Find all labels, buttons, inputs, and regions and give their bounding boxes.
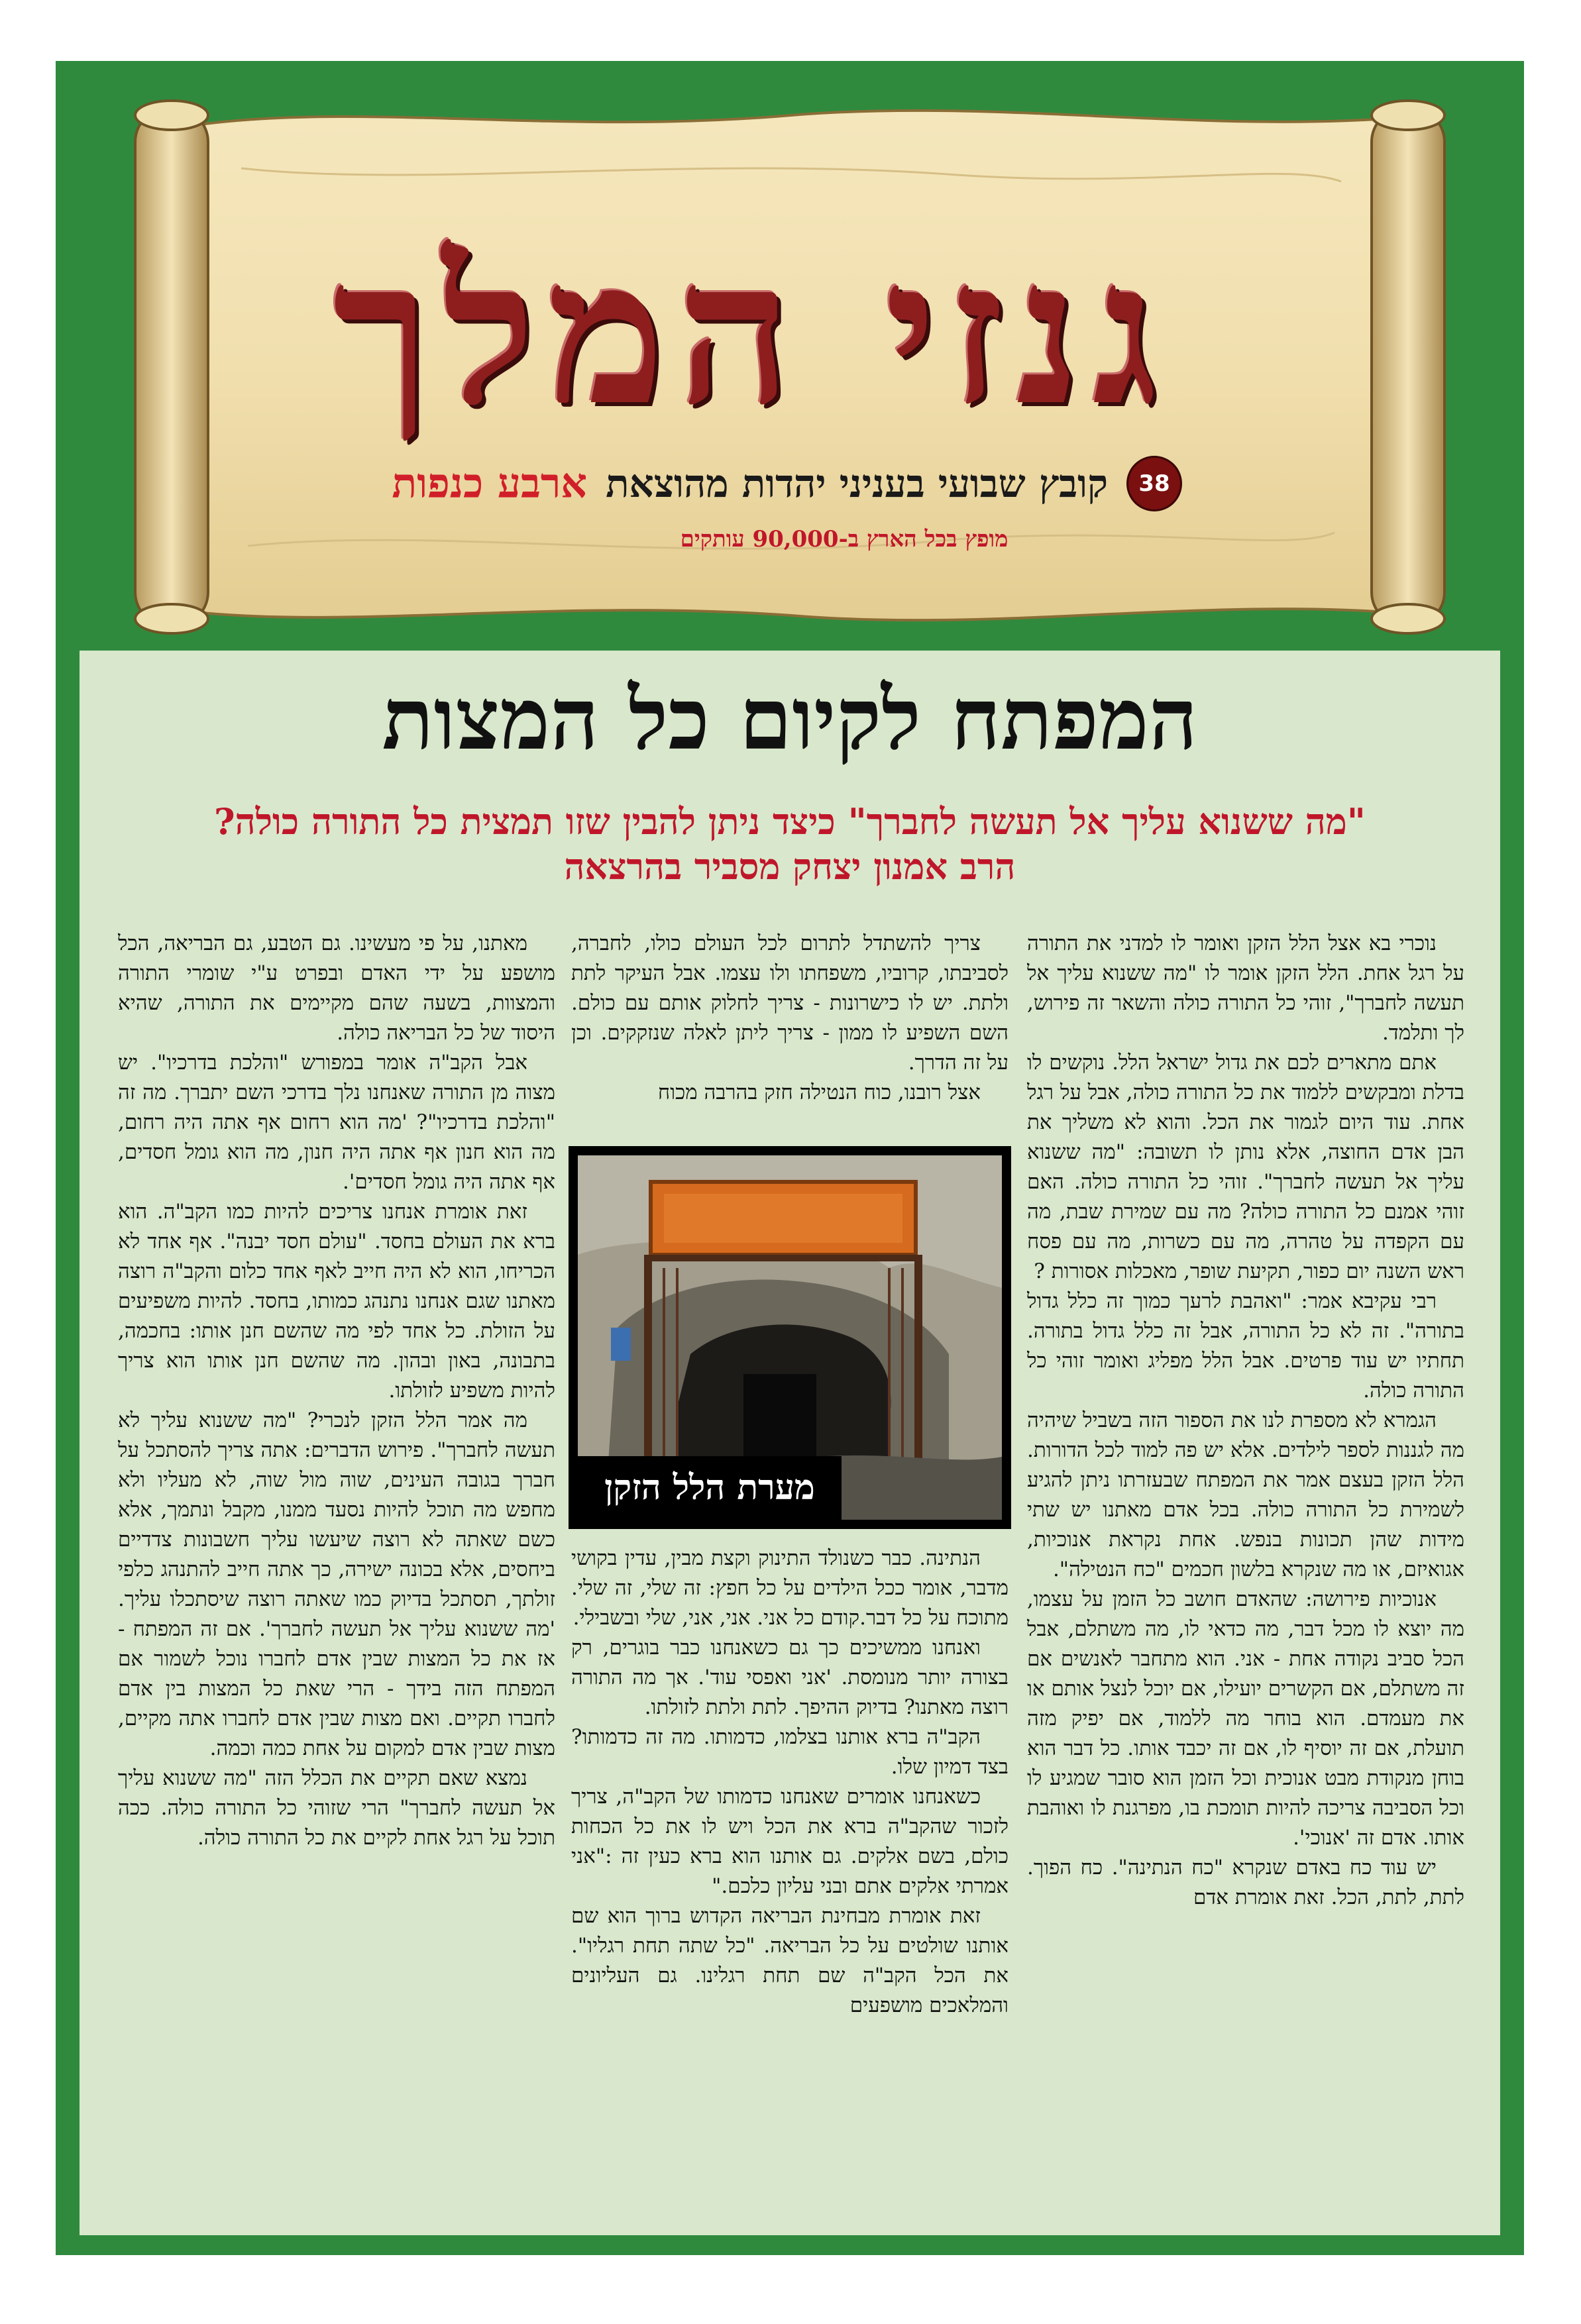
paragraph: הגמרא לא מספרת לנו את הספור הזה בשביל שיהיה מה לגננות לספר לילדים. אלא יש פה למוד לכל הדורות. הלל הזקן בעצם אמר את המפתח שבעזרתו ניתן להגיע לשמירת כל התורה כולה. בכל אדם מאתנו יש שתי מידות שהן תכונות בנפש. אחת נקראת אנוכיות, אגואיזם, או מה שנקרא בלשון חכמים "כח הנטילה". (1027, 1408, 1464, 1581)
paragraph: אצל רובנו, כוח הנטילה חזק בהרבה מכוח (657, 1081, 981, 1104)
cave-photo (569, 1146, 1011, 1529)
article-headline: המפתח לקיום כל המצות (382, 670, 1198, 769)
column-left (118, 929, 555, 2214)
article-byline: הרב אמנון יצחק מסביר בהרצאה (564, 845, 1016, 888)
masthead-title: גנזי המלך (333, 215, 1170, 449)
column-middle-top (571, 929, 1009, 1128)
publisher-logo-text: ארבע כנפות (392, 459, 588, 507)
article-body (80, 651, 1500, 2235)
paragraph: נוכרי בא אצל הלל הזקן ואומר לו למדני את התורה על רגל אחת. הלל הזקן אומר לו "מה ששנוא עליך אל תעשה לחברך", זוהי כל התורה כולה והשאר זה פירוש, לך ותלמד. (1027, 931, 1464, 1045)
paragraph: כשאנחנו אומרים שאנחנו כדמותו של הקב"ה, צריך לזכור שהקב"ה ברא את הכל ויש לו את כל הכחות כולם, בשם אלקים. גם אותנו הוא ברא כעין זה :"אני אמרתי אלקים אתם ובני עליון כלכם." (571, 1785, 1009, 1898)
page-frame (56, 61, 1524, 2255)
photo-caption: מערת הלל הזקן (578, 1456, 842, 1520)
circulation-line: מופץ בכל הארץ ב-90,000 עותקים (680, 526, 1009, 553)
paragraph: מאתנו, על פי מעשינו. גם הטבע, גם הבריאה, הכל מושפע על ידי האדם ובפרט ע"י שומרי התורה והמצוות, בשעה שהם מקיימים את התורה, שהיא היסוד של כל הבריאה כולה. (118, 931, 555, 1045)
issue-number-badge: 38 (1126, 456, 1182, 511)
paragraph: זאת אומרת מבחינת הבריאה הקדוש ברוך הוא שם אותנו שולטים על כל הבריאה. "כל שתה תחת רגליו". את הכל הקב"ה שם תחת רגלינו. גם העליונים והמלאכים מושפעים (571, 1904, 1009, 2017)
paragraph: הנתינה. כבר כשנולד התינוק וקצת מבין, עדין בקושי מדבר, אומר ככל הילדים על כל חפץ: זה שלי, זה שלי. מתוכח על כל דבר.קודם כל אני. אני, אני, שלי ובשבילי. (571, 1546, 1009, 1630)
paragraph: אנוכיות פירושה: שהאדם חושב כל הזמן על עצמו, מה יוצא לו מכל דבר, מה כדאי לו, מה משתלם, אבל הכל סביב נקודה אחת - אני. הוא מתחבר לאנשים אם זה משתלם, אם הקשרים יועילו, אם יוכל לנצל אותם או את מעמדם. הוא בוחר מה ללמוד, אם יפיק מזה תועלת, אם זה יוסיף לו, אם זה יכבד אותו. כל דבר הוא בוחן מנקודת מבט אנוכית וכל הזמן הוא סובר שמגיע לו וכל הסביבה צריכה להיות תומכת בו, מפרגנת לו ואוהבת אותו. אדם זה 'אנוכי'. (1027, 1587, 1464, 1850)
paragraph: ואנחנו ממשיכים כך גם כשאנחנו כבר בוגרים, רק בצורה יותר מנומסת. 'אני ואפסי עוד'. אך מה התורה רוצה מאתנו? בדיוק ההיפך. לתת ולתת לזולתו. (571, 1636, 1009, 1719)
publisher-logo (392, 459, 587, 508)
masthead-subtitle: קובץ שבועי בעניני יהדות מהוצאת (606, 461, 1108, 506)
column-middle-bottom (571, 1544, 1009, 2213)
masthead-subline (334, 457, 1182, 510)
paragraph: רבי עקיבא אמר: "ואהבת לרעך כמוך זה כלל גדול בתורה". זה לא כל התורה, אבל זה כלל גדול בתורה. תחתיו יש עוד פרטים. אבל הלל מפליג ואומר זוהי כל התורה כולה. (1027, 1289, 1464, 1402)
paragraph: מה אמר הלל הזקן לנכרי? "מה ששנוא עליך לא תעשה לחברך". פירוש הדברים: אתה צריך להסתכל על חברך בגובה העינים, שוה מול שוה, לא מעליו ולא מחפש מה תוכל להיות נסעד ממנו, מקבל ונתמך, אלא כשם שאתה לא רוצה שיעשו עליך חשבונות צדדיים ביחסים, אלא בכונה ישירה, כך אתה חייב להתנהג כלפי זולתך, תסתכל בדיוק כמו שאתה רוצה שיסתכלו עליך. 'מה ששנוא עליך אל תעשה לחברך'. אם זה המפתח - אז את כל המצות שבין אדם לחברו נוכל לשמור אם המפתח הזה בידך - הרי שאת כל המצות בין אדם לחברו תקיים. ואם מצות שבין אדם לחברו אתה מקיים, מצות שבין אדם למקום על אחת כמה וכמה. (118, 1408, 555, 1760)
article-deck (80, 800, 1500, 889)
column-right (1027, 929, 1464, 2214)
paragraph: נמצא שאם תקיים את הכלל הזה "מה ששנוא עליך אל תעשה לחברך" הרי שזוהי כל התורה כולה. ככה תוכל על רגל אחת לקיים את כל התורה כולה. (118, 1766, 555, 1850)
paragraph: יש עוד כח באדם שנקרא "כח הנתינה". כח הפוך. לתת, לתת, הכל. זאת אומרת אדם (1027, 1856, 1464, 1909)
paragraph: הקב"ה ברא אותנו בצלמו, כדמותו. מה זה כדמותו? בצד דמיון שלו. (571, 1725, 1009, 1779)
paragraph: אתם מתארים לכם את גדול ישראל הלל. נוקשים לו בדלת ומבקשים ללמוד את כל התורה כולה, אבל על רגל אחת. עוד היום לגמור את הכל. והוא לא משליך את הבן אדם החוצה, אלא נותן לו תשובה: "מה ששנוא עליך אל תעשה לחברך". זוהי כל התורה כולה. האם זוהי אמנם כל התורה כולה? מה עם שמירת שבת, מה עם הקפדה על טהרה, מה עם כשרות, מה עם פסח ראש השנה יום כפור, תקיעת שופר, מאכלות אסורות ? (1027, 1051, 1464, 1283)
paragraph: זאת אומרת אנחנו צריכים להיות כמו הקב"ה. הוא ברא את העולם בחסד. "עולם חסד יבנה". אף אחד לא הכריחו, הוא לא היה חייב לאף אחד כלום והקב"ה רוצה מאתנו שגם אנחנו נתנהג כמותו, בחסד. להיות משפיעים על הזולת. כל אחד לפי מה שהשם חנן אותו: בחכמה, בתבונה, באון ובהון. מה שהשם חנן אותו הוא צריך להיות משפיע לזולתו. (118, 1200, 555, 1402)
article-deck-question: "מה ששנוא עליך אל תעשה לחברך" כיצד ניתן להבין שזו תמצית כל התורה כולה? (214, 800, 1366, 843)
paragraph: אבל הקב"ה אומר במפורש "והלכת בדרכיו". יש מצוה מן התורה שאנחנו נלך בדרכי השם יתברך. מה זה "והלכת בדרכיו"? 'מה הוא רחום אף אתה היה רחום, מה הוא חנון אף אתה היה חנון, מה הוא גומל חסדים, אף אתה היה גומל חסדים'. (118, 1051, 555, 1194)
paragraph: צריך להשתדל לתרום לכל העולם כולו, לחברה, לסביבתו, קרוביו, משפחתו ולו עצמו. אבל העיקר לתת ולתת. יש לו כישרונות - צריך לחלוק אותם עם כולם. השם השפיע לו ממון - צריך ליתן לאלה שנזקקים. וכן על זה הדרך. (571, 931, 1009, 1075)
